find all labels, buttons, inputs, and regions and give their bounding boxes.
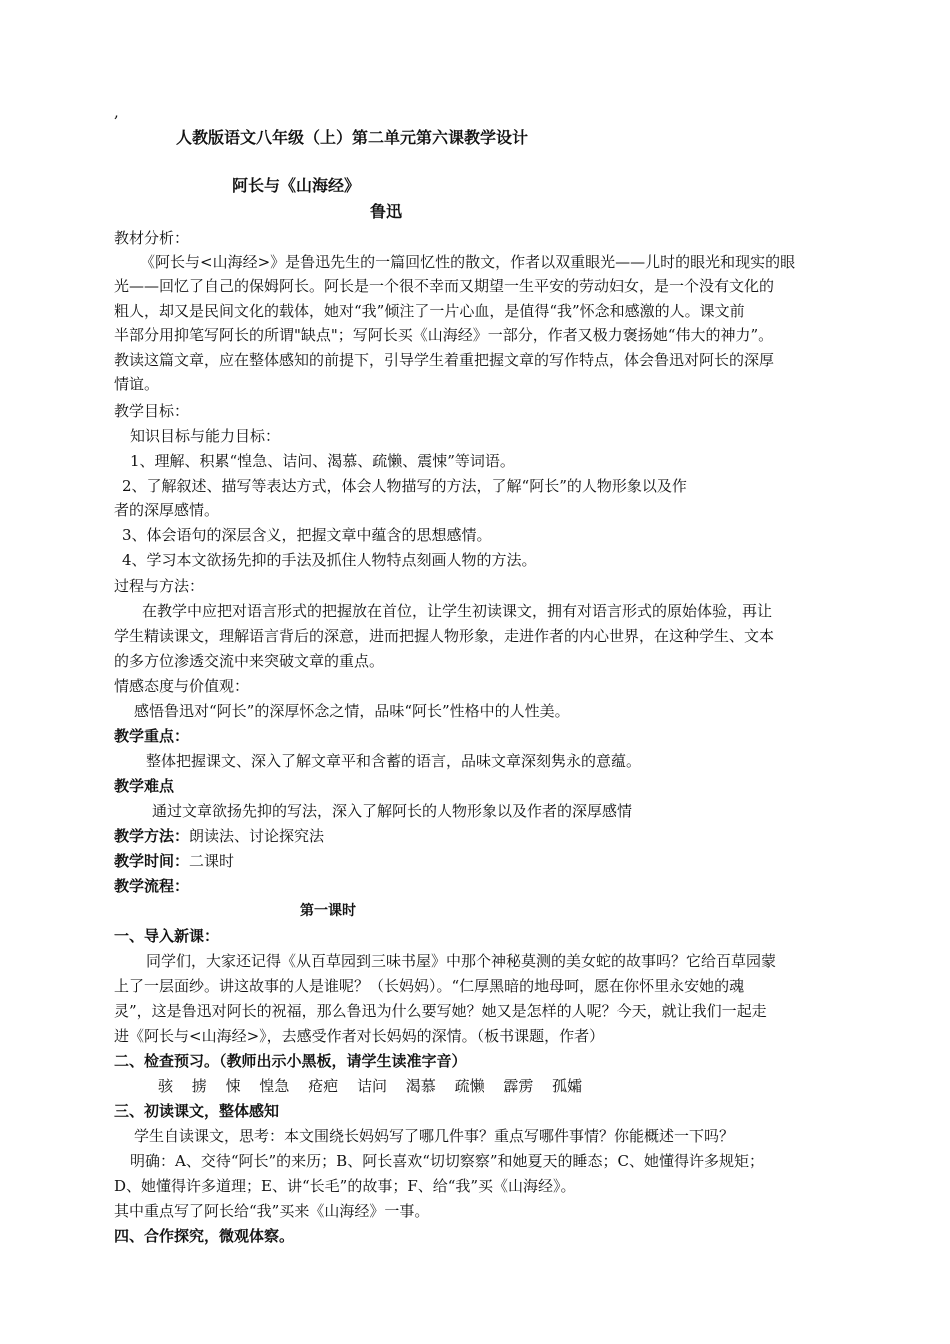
section-1-heading: 一、导入新课： (114, 927, 220, 945)
analysis-heading: 教材分析： (114, 229, 190, 247)
section-3-line: D、她懂得许多道理；E、讲“长毛”的故事；F、给“我”买《山海经》。 (114, 1177, 576, 1195)
document-title: 人教版语文八年级（上）第二单元第六课教学设计 (176, 128, 529, 147)
time-row (114, 849, 234, 873)
vocab-word: 诘问 (356, 1077, 387, 1095)
section-3-line: 明确：A、交待“阿长”的来历；B、阿长喜欢“切切察察”和她夏天的睡态；C、她懂得许多规矩； (130, 1152, 765, 1170)
goals-heading: 教学目标： (114, 402, 190, 420)
analysis-line: 光——回忆了自己的保姆阿长。阿长是一个很不幸而又期望一生平安的劳动妇女，是一个没有文化的 (114, 277, 775, 295)
period-title: 第一课时 (300, 903, 356, 919)
section-1-line: 上了一层面纱。讲这故事的人是谁呢？（长妈妈）。“仁厚黑暗的地母呵，愿在你怀里永安她的魂 (114, 977, 745, 995)
vocab-word: 孤孀 (552, 1077, 583, 1095)
vocab-word: 惶急 (259, 1077, 290, 1095)
process-line: 在教学中应把对语言形式的把握放在首位，让学生初读课文，拥有对语言形式的原始体验，再让 (142, 602, 773, 620)
analysis-line: 粗人，却又是民间文化的载体，她对“我”倾注了一片心血，是值得“我”怀念和感激的人。课文前 (114, 302, 745, 320)
vocab-word: 疮疤 (308, 1077, 339, 1095)
method-label: 教学方法： (114, 827, 190, 845)
goal-item-continued: 者的深厚感情。 (114, 501, 220, 519)
goal-item: 4、学习本文欲扬先抑的手法及抓住人物特点刻画人物的方法。 (122, 551, 537, 569)
analysis-line: 情谊。 (114, 375, 160, 393)
key-points-heading: 教学重点： (114, 727, 190, 745)
emotion-text: 感悟鲁迅对“阿长”的深厚怀念之情，品味“阿长”性格中的人性美。 (134, 702, 570, 720)
section-2-heading: 二、检查预习。（教师出示小黑板，请学生读准字音） (114, 1052, 467, 1070)
corner-mark: , (114, 103, 119, 121)
key-points-text: 整体把握课文、深入了解文章平和含蓄的语言，品味文章深刻隽永的意蕴。 (146, 752, 642, 770)
emotion-heading: 情感态度与价值观： (114, 677, 250, 695)
vocab-word: 骇 (158, 1077, 174, 1095)
analysis-line: 半部分用抑笔写阿长的所谓"缺点"；写阿长买《山海经》一部分，作者又极力褒扬她“伟大的神力”。 (114, 326, 774, 344)
section-1-line: 灵”，这是鲁迅对阿长的祝福，那么鲁迅为什么要写她？她又是怎样的人呢？今天，就让我们一起走 (114, 1002, 767, 1020)
vocab-word: 疏懒 (454, 1077, 485, 1095)
difficulty-text: 通过文章欲扬先抑的写法，深入了解阿长的人物形象以及作者的深厚感情 (152, 802, 633, 820)
goal-item: 3、体会语句的深层含义，把握文章中蕴含的思想感情。 (122, 526, 492, 544)
vocab-word: 悚 (225, 1077, 241, 1095)
process-line: 学生精读课文，理解语言背后的深意，进而把握人物形象，走进作者的内心世界，在这种学生、文本 (114, 627, 775, 645)
section-4-heading: 四、合作探究，微观体察。 (114, 1227, 295, 1245)
process-heading: 过程与方法： (114, 577, 205, 595)
flow-heading: 教学流程： (114, 877, 190, 895)
analysis-line: 教读这篇文章，应在整体感知的前提下，引导学生着重把握文章的写作特点，体会鲁迅对阿长的深厚 (114, 351, 775, 369)
vocab-word: 掳 (191, 1077, 207, 1095)
difficulty-heading: 教学难点 (114, 777, 175, 795)
section-3-line: 其中重点写了阿长给“我”买来《山海经》一事。 (114, 1202, 430, 1220)
section-3-heading: 三、初读课文，整体感知 (114, 1102, 280, 1120)
vocab-list (158, 1074, 596, 1098)
author-name: 鲁迅 (370, 202, 403, 221)
time-text: 二课时 (189, 852, 235, 870)
goal-item: 2、了解叙述、描写等表达方式，体会人物描写的方法，了解“阿长”的人物形象以及作 (122, 477, 687, 495)
section-1-line: 同学们，大家还记得《从百草园到三味书屋》中那个神秘莫测的美女蛇的故事吗？它给百草园蒙 (146, 952, 777, 970)
process-line: 的多方位渗透交流中来突破文章的重点。 (114, 652, 385, 670)
section-1-line: 进《阿长与<山海经>》，去感受作者对长妈妈的深情。（板书课题，作者） (114, 1027, 605, 1045)
time-label: 教学时间： (114, 852, 190, 870)
vocab-word: 渴慕 (405, 1077, 436, 1095)
method-row (114, 824, 324, 848)
lesson-title: 阿长与《山海经》 (232, 176, 361, 195)
analysis-line: 《阿长与<山海经>》是鲁迅先生的一篇回忆性的散文，作者以双重眼光——儿时的眼光和现实的眼 (140, 253, 796, 271)
method-text: 朗读法、讨论探究法 (189, 827, 325, 845)
vocab-word: 霹雳 (503, 1077, 534, 1095)
goal-item: 1、理解、积累“惶急、诘问、渴慕、疏懒、震悚”等词语。 (130, 452, 515, 470)
goals-subheading: 知识目标与能力目标： (130, 427, 281, 445)
section-3-line: 学生自读课文，思考：本文围绕长妈妈写了哪几件事？重点写哪件事情？你能概述一下吗？ (134, 1127, 735, 1145)
